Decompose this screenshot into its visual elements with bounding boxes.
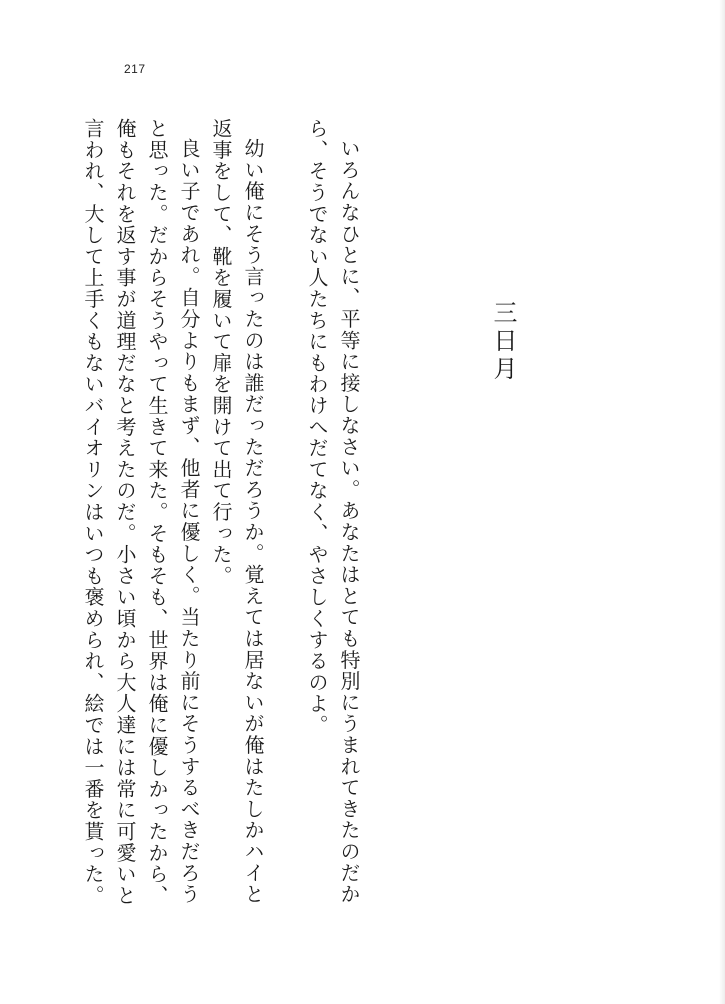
page-edge-shadow: [719, 0, 725, 1004]
page-number: 217: [124, 62, 146, 76]
paragraph: 幼い俺にそう言ったのは誰だっただろうか。覚えては居ないが俺はたしかハイと返事をして、靴を履いて扉を開けて出て行った。: [209, 118, 265, 905]
chapter-title: 三日月: [489, 300, 517, 384]
paragraph: いろんなひとに、平等に接しなさい。あなたはとても特別にうまれてきたのだから、そうでない人たちにもわけへだてなく、やさしくするのよ。: [305, 118, 361, 905]
paragraph: 良い子であれ。自分よりもまず、他者に優しく。当たり前にそうするべきだろうと思った。だからそうやって生きて来た。そもそも、世界は俺に優しかったから、俺もそれを返す事が道理だなと考えたのだ。小さい頃から大人達には常に可愛いと言われ、大して上手くもないバイオリンはいつも褒められ、絵では一番を貰った。: [81, 118, 201, 907]
blank-line: [269, 118, 301, 908]
body-text: [77, 118, 365, 908]
